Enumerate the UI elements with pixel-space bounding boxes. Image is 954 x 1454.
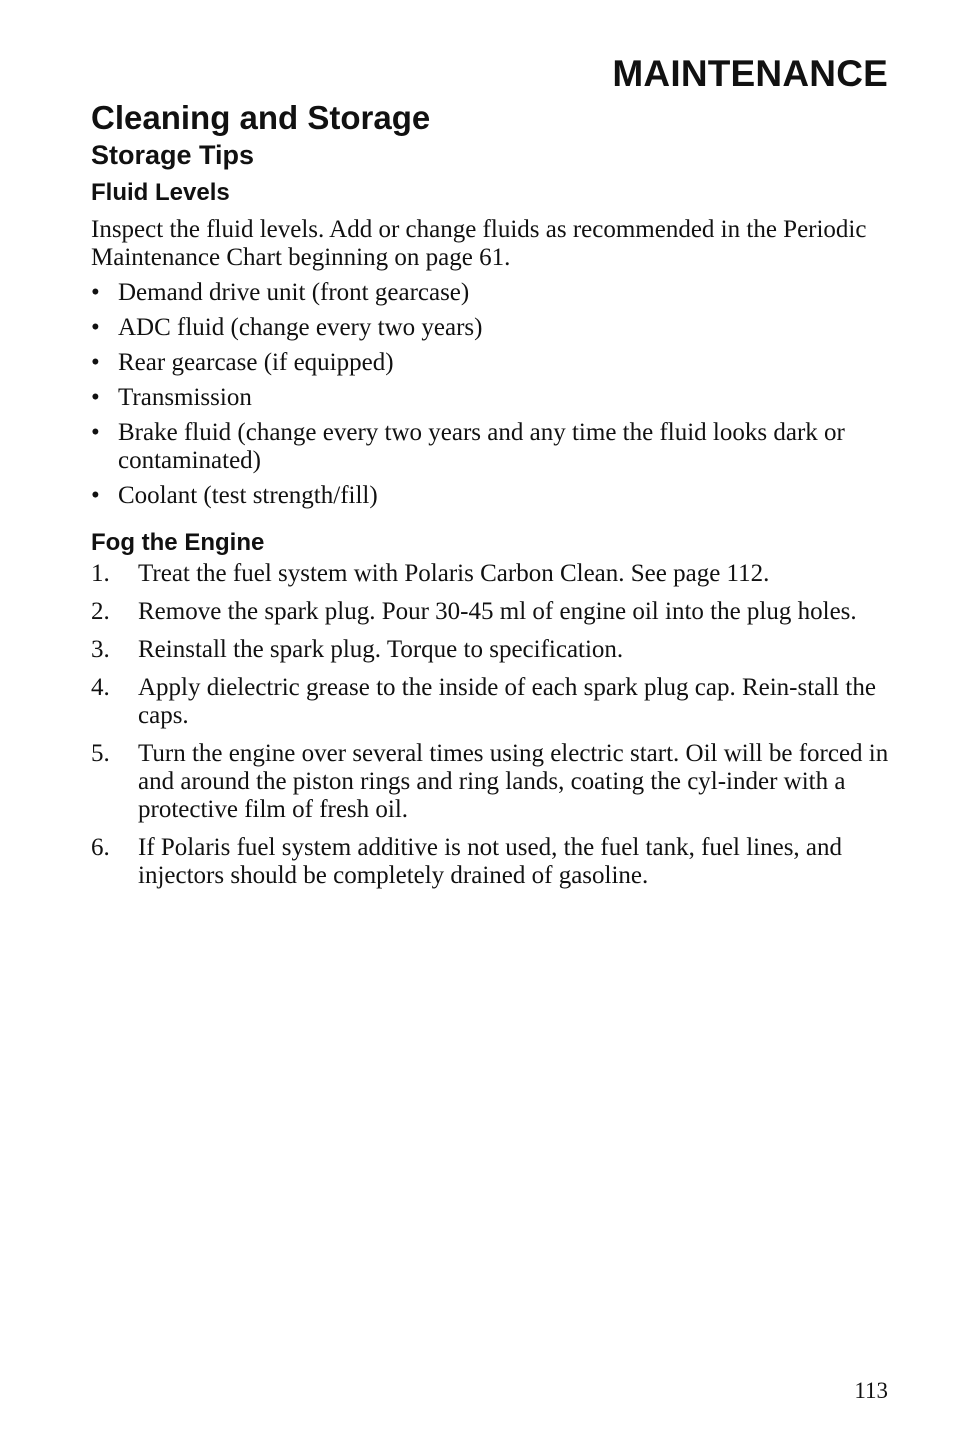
- fluid-levels-heading: Fluid Levels: [91, 179, 230, 206]
- fog-engine-heading: Fog the Engine: [91, 529, 265, 556]
- step-number: 5.: [91, 740, 110, 767]
- bullet-icon: •: [91, 384, 100, 411]
- list-item: [91, 279, 891, 307]
- step-item: [91, 598, 891, 626]
- step-item: [91, 560, 891, 588]
- list-item-text: Coolant (test strength/fill): [118, 482, 378, 509]
- page-number: 113: [854, 1378, 888, 1403]
- section-subtitle: Storage Tips: [91, 140, 255, 170]
- step-number: 6.: [91, 834, 110, 861]
- chapter-title: MAINTENANCE: [612, 53, 888, 94]
- step-item: [91, 740, 891, 824]
- list-item: [91, 482, 891, 510]
- bullet-icon: •: [91, 349, 100, 376]
- step-item: [91, 834, 891, 890]
- list-item: [91, 349, 891, 377]
- bullet-icon: •: [91, 314, 100, 341]
- bullet-icon: •: [91, 419, 100, 446]
- step-number: 2.: [91, 598, 110, 625]
- fluid-levels-list: [91, 279, 891, 510]
- bullet-icon: •: [91, 279, 100, 306]
- step-item: [91, 636, 891, 664]
- list-item: [91, 314, 891, 342]
- step-number: 1.: [91, 560, 110, 587]
- step-text: Apply dielectric grease to the inside of each spark plug cap. Rein-stall the caps.: [138, 674, 876, 729]
- page-content: [91, 98, 891, 890]
- list-item: [91, 419, 891, 475]
- bullet-icon: •: [91, 482, 100, 509]
- list-item: [91, 384, 891, 412]
- step-text: If Polaris fuel system additive is not used, the fuel tank, fuel lines, and injectors should be completely drained of gasoline.: [138, 834, 843, 889]
- list-item-text: Demand drive unit (front gearcase): [118, 279, 470, 306]
- fluid-levels-intro: Inspect the fluid levels. Add or change fluids as recommended in the Periodic Maintenance Chart beginning on page 61.: [91, 216, 867, 271]
- fog-engine-steps: [91, 560, 891, 890]
- step-text: Remove the spark plug. Pour 30-45 ml of engine oil into the plug holes.: [138, 598, 857, 625]
- list-item-text: Rear gearcase (if equipped): [118, 349, 394, 376]
- list-item-text: Brake fluid (change every two years and any time the fluid looks dark or contaminated): [118, 419, 845, 474]
- section-title: Cleaning and Storage: [91, 99, 431, 136]
- step-number: 4.: [91, 674, 110, 701]
- step-text: Treat the fuel system with Polaris Carbon Clean. See page 112.: [138, 560, 770, 587]
- step-text: Turn the engine over several times using electric start. Oil will be forced in and around the piston rings and ring lands, coating the cyl-inder with a protective film of fresh oil.: [138, 740, 889, 823]
- list-item-text: ADC fluid (change every two years): [118, 314, 483, 341]
- list-item-text: Transmission: [118, 384, 252, 411]
- step-item: [91, 674, 891, 730]
- step-number: 3.: [91, 636, 110, 663]
- step-text: Reinstall the spark plug. Torque to specification.: [138, 636, 624, 663]
